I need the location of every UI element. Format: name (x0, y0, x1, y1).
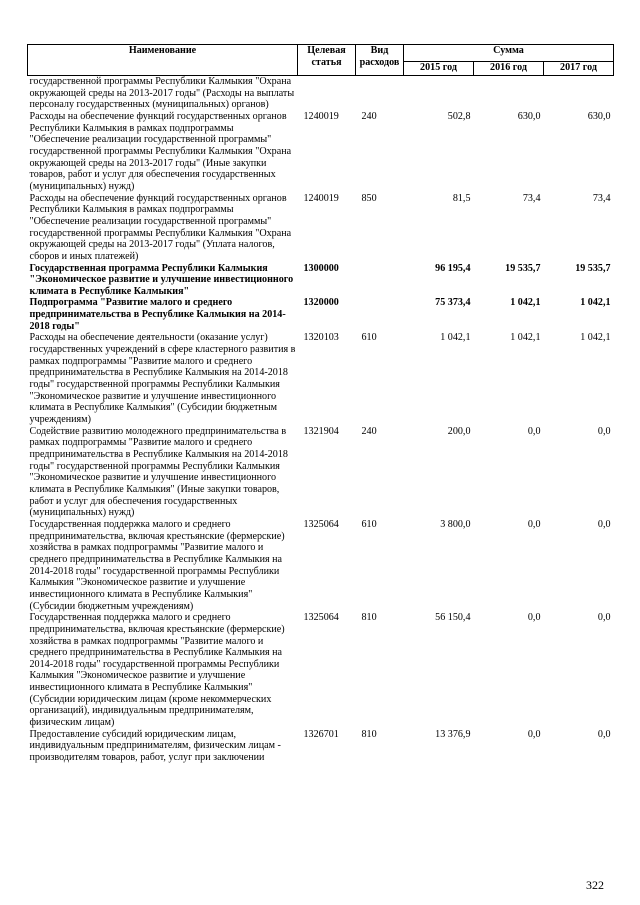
row-name: Расходы на обеспечение функций государственных органов Республики Калмыкия в рамках подпрограммы "Обеспечение реализации государственной программы" государственной программы Республики Калмыкия "Охрана окружающей среды на 2013-2017 годы" (Уплата налогов, сборов и иных платежей) (29, 192, 292, 262)
header-year-2017: 2017 год (544, 62, 614, 76)
row-expense-type: 240 (361, 110, 377, 122)
table-row (28, 729, 614, 764)
header-sum: Сумма (404, 45, 614, 62)
budget-table (27, 44, 614, 764)
row-target-article: 1240019 (303, 110, 339, 122)
row-name: государственной программы Республики Калмыкия "Охрана окружающей среды на 2013-2017 годы" (Расходы на выплаты персоналу государственных (муниципальных) органов) (29, 76, 295, 111)
row-name: Подпрограмма "Развитие малого и среднего предпринимательства в Республике Калмыкия на 2014-2018 годы" (29, 297, 286, 332)
table-row (28, 332, 614, 425)
row-expense-type: 240 (361, 425, 377, 437)
row-target-article (298, 76, 356, 111)
page-number: 322 (586, 878, 604, 892)
row-name: Расходы на обеспечение деятельности (оказание услуг) государственных учреждений в сфере кластерного развития в рамках подпрограммы "Развитие малого и среднего предпринимательства в Республике Калмыкия на 2014-2018 годы" государственной программы Республики Калмыкия "Экономическое развитие и улучшение инвестиционного климата в Республике Калмыкия" (Субсидии бюджетным учреждениям) (29, 332, 296, 426)
header-name: Наименование (28, 45, 298, 76)
row-target-article: 1300000 (303, 262, 339, 274)
table-row (28, 193, 614, 263)
row-target-article: 1240019 (303, 192, 339, 204)
row-expense-type (356, 263, 404, 298)
row-sum-2016: 73,4 (522, 192, 541, 204)
row-name: Государственная программа Республики Калмыкия "Экономическое развитие и улучшение инвестиционного климата в Республике Калмыкия" (29, 262, 294, 297)
row-sum-2016: 1 042,1 (510, 332, 541, 344)
row-sum-2016: 0,0 (527, 425, 541, 437)
header-expense-type: Вид расходов (356, 45, 404, 76)
row-sum-2017: 630,0 (587, 110, 611, 122)
row-target-article: 1326701 (303, 728, 339, 740)
row-name: Расходы на обеспечение функций государственных органов Республики Калмыкия в рамках подпрограммы "Обеспечение реализации государственной программы" государственной программы Республики Калмыкия "Охрана окружающей среды на 2013-2017 годы" (Иные закупки товаров, работ и услуг для обеспечения государственных (муниципальных) нужд) (29, 110, 292, 192)
row-sum-2017: 73,4 (592, 192, 611, 204)
row-sum-2016: 19 535,7 (505, 262, 541, 274)
row-sum-2015: 3 800,0 (440, 518, 471, 530)
row-target-article: 1320000 (303, 297, 339, 309)
row-sum-2017 (544, 76, 614, 111)
table-body (28, 76, 614, 764)
row-expense-type: 610 (361, 518, 377, 530)
table-row (28, 519, 614, 612)
row-name: Государственная поддержка малого и среднего предпринимательства, включая крестьянские (фермерские) хозяйства в рамках подпрограммы "Развитие малого и среднего предпринимательства в Республике Калмыкия на 2014-2018 годы" государственной программы Республики Калмыкия "Экономическое развитие и улучшение инвестиционного климата в Республике Калмыкия" (Субсидии юридическим лицам (кроме некоммерческих организаций), индивидуальным предпринимателям, физическим лицам) (29, 612, 285, 729)
header-target-article: Целевая статья (298, 45, 356, 76)
row-sum-2015: 81,5 (452, 192, 471, 204)
table-row (28, 426, 614, 519)
row-name: Содействие развитию молодежного предпринимательства в рамках подпрограммы "Развитие малого и среднего предпринимательства в Республике Калмыкия на 2014-2018 годы" государственной программы Республики Калмыкия "Экономическое развитие и улучшение инвестиционного климата в Республике Калмыкия" (Иные закупки товаров, работ и услуг для обеспечения государственных (муниципальных) нужд) (29, 425, 288, 519)
row-target-article: 1321904 (303, 425, 339, 437)
table-header (28, 45, 614, 76)
row-sum-2015: 96 195,4 (435, 262, 471, 274)
row-sum-2017: 0,0 (597, 425, 611, 437)
row-sum-2015: 1 042,1 (440, 332, 471, 344)
row-sum-2015: 13 376,9 (435, 728, 471, 740)
row-sum-2015 (404, 76, 474, 111)
row-sum-2016: 0,0 (527, 612, 541, 624)
row-sum-2016: 630,0 (517, 110, 541, 122)
table-row (28, 297, 614, 332)
row-sum-2017: 0,0 (597, 612, 611, 624)
row-sum-2015: 502,8 (447, 110, 471, 122)
row-sum-2017: 19 535,7 (575, 262, 611, 274)
row-name: Государственная поддержка малого и среднего предпринимательства, включая крестьянские (фермерские) хозяйства в рамках подпрограммы "Развитие малого и среднего предпринимательства в Республике Калмыкия на 2014-2018 годы" государственной программы Республики Калмыкия "Экономическое развитие и улучшение инвестиционного климата в Республике Калмыкия" (Субсидии бюджетным учреждениям) (29, 518, 285, 612)
row-name: Предоставление субсидий юридическим лицам, индивидуальным предпринимателям, физическим лицам - производителям товаров, работ, услуг при заключении (29, 728, 281, 764)
row-sum-2015: 200,0 (447, 425, 471, 437)
table-row (28, 263, 614, 298)
row-sum-2016: 1 042,1 (510, 297, 541, 309)
row-sum-2017: 1 042,1 (580, 297, 611, 309)
row-sum-2015: 56 150,4 (435, 612, 471, 624)
row-sum-2016 (474, 76, 544, 111)
row-sum-2017: 1 042,1 (580, 332, 611, 344)
table-row (28, 111, 614, 193)
table-row (28, 612, 614, 729)
table-row (28, 76, 614, 111)
row-expense-type (356, 297, 404, 332)
row-expense-type: 850 (361, 192, 377, 204)
header-year-2015: 2015 год (404, 62, 474, 76)
document-page (27, 44, 613, 764)
row-sum-2016: 0,0 (527, 518, 541, 530)
row-target-article: 1325064 (303, 518, 339, 530)
row-sum-2015: 75 373,4 (435, 297, 471, 309)
row-sum-2017: 0,0 (597, 728, 611, 740)
row-expense-type (356, 76, 404, 111)
row-sum-2016: 0,0 (527, 728, 541, 740)
row-expense-type: 810 (361, 612, 377, 624)
header-year-2016: 2016 год (474, 62, 544, 76)
row-target-article: 1320103 (303, 332, 339, 344)
row-sum-2017: 0,0 (597, 518, 611, 530)
row-expense-type: 610 (361, 332, 377, 344)
row-expense-type: 810 (361, 728, 377, 740)
row-target-article: 1325064 (303, 612, 339, 624)
